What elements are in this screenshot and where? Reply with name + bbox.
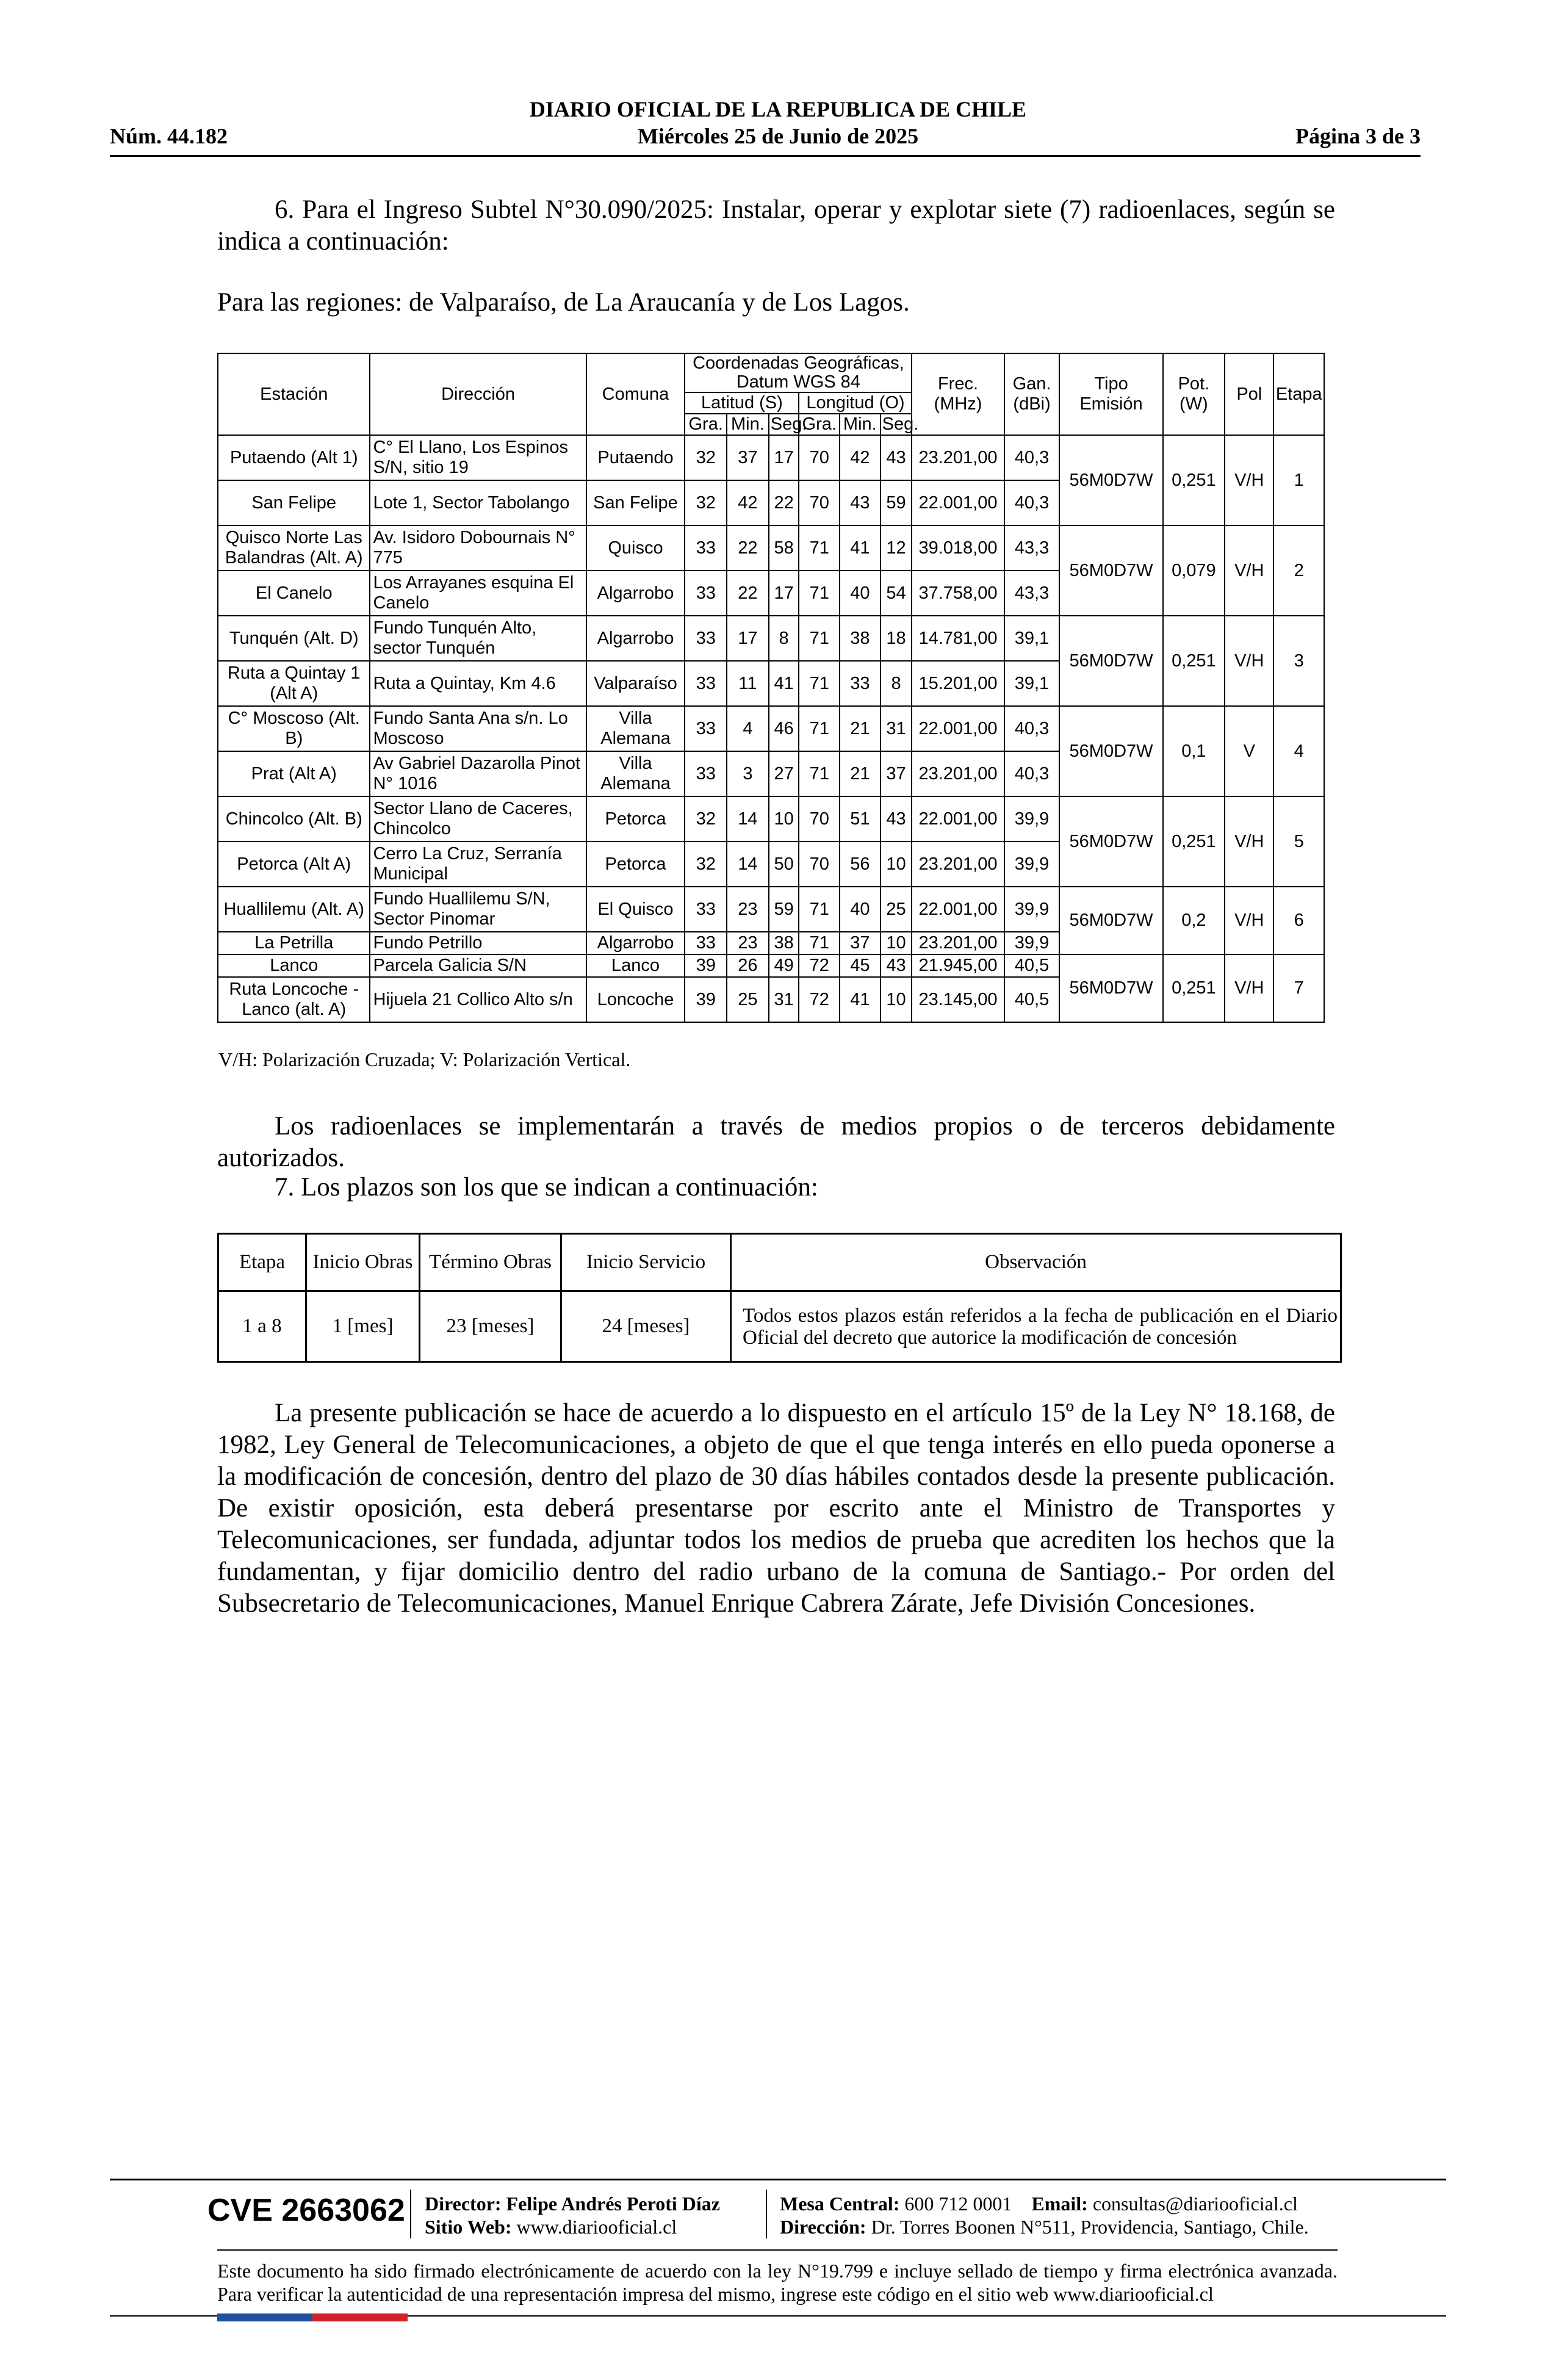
cell-gan: 40,5 (1004, 954, 1060, 977)
cell-etapa: 7 (1273, 954, 1324, 1022)
cell-direccion: Ruta a Quintay, Km 4.6 (370, 661, 586, 706)
cell-potencia: 0,251 (1163, 796, 1225, 887)
cell-potencia: 0,079 (1163, 525, 1225, 616)
header-rule (110, 155, 1421, 157)
cell-lat-gra: 32 (685, 480, 727, 525)
cell-lon-min: 41 (840, 977, 881, 1022)
col-header-pot: Pot. (W) (1163, 353, 1225, 435)
cell-frec: 23.201,00 (912, 435, 1004, 480)
cell-lon-min: 51 (840, 796, 881, 842)
cell-comuna: Petorca (586, 842, 685, 887)
deadlines-cell-observacion: Todos estos plazos están referidos a la fecha de publicación en el Diario Oficial del decreto que autorice la modificación de concesión (731, 1291, 1341, 1362)
cell-tipo-emision: 56M0D7W (1059, 706, 1162, 796)
col-header-longitud: Longitud (O) (799, 392, 912, 414)
cell-tipo-emision: 56M0D7W (1059, 525, 1162, 616)
cell-lon-seg: 25 (881, 887, 912, 932)
table-row (218, 435, 1324, 480)
cell-lat-seg: 27 (769, 751, 799, 796)
cell-lon-seg: 54 (881, 571, 912, 616)
cell-polarizacion: V/H (1225, 525, 1273, 616)
cell-lat-seg: 17 (769, 571, 799, 616)
cell-lon-seg: 43 (881, 435, 912, 480)
cell-polarizacion: V/H (1225, 954, 1273, 1022)
cell-gan: 39,9 (1004, 842, 1060, 887)
cell-lon-seg: 43 (881, 954, 912, 977)
deadlines-cell-termino-obras: 23 [meses] (420, 1291, 561, 1362)
chile-flag-stripe (217, 2313, 408, 2321)
cell-lat-gra: 33 (685, 616, 727, 661)
issue-number: Núm. 44.182 (110, 124, 228, 148)
footer-contact-block (780, 2192, 1309, 2238)
cell-lat-min: 14 (727, 796, 769, 842)
cell-lon-min: 40 (840, 887, 881, 932)
cell-gan: 40,3 (1004, 480, 1060, 525)
cell-lat-gra: 33 (685, 525, 727, 571)
cell-estacion: Ruta Loncoche - Lanco (alt. A) (218, 977, 370, 1022)
footer-rule-top (110, 2179, 1446, 2180)
cell-direccion: Cerro La Cruz, Serranía Municipal (370, 842, 586, 887)
cell-direccion: Fundo Tunquén Alto, sector Tunquén (370, 616, 586, 661)
cell-frec: 22.001,00 (912, 887, 1004, 932)
cell-estacion: Prat (Alt A) (218, 751, 370, 796)
radioenlaces-paragraph: Los radioenlaces se implementarán a través de medios propios o de terceros debidamente autorizados. (217, 1112, 1335, 1172)
table-row (218, 616, 1324, 661)
cell-comuna: Lanco (586, 954, 685, 977)
cell-comuna: Algarrobo (586, 571, 685, 616)
cell-frec: 14.781,00 (912, 616, 1004, 661)
cell-lon-gra: 71 (799, 706, 840, 751)
radiolinks-table (217, 353, 1325, 1023)
cell-lon-min: 45 (840, 954, 881, 977)
cell-lat-seg: 49 (769, 954, 799, 977)
mesa-phone: 600 712 0001 (904, 2193, 1012, 2215)
cell-gan: 39,1 (1004, 616, 1060, 661)
cell-lon-gra: 71 (799, 571, 840, 616)
col-header-frec: Frec. (MHz) (912, 353, 1004, 435)
col-header-lat-seg: Seg. (769, 414, 799, 435)
cell-gan: 43,3 (1004, 571, 1060, 616)
cell-lat-seg: 50 (769, 842, 799, 887)
table-row (218, 954, 1324, 977)
deadlines-table (217, 1233, 1342, 1363)
cell-lon-seg: 37 (881, 751, 912, 796)
cell-lat-gra: 33 (685, 661, 727, 706)
col-header-lon-min: Min. (840, 414, 881, 435)
cell-lon-gra: 70 (799, 435, 840, 480)
cell-polarizacion: V/H (1225, 435, 1273, 525)
footer-legal-notice: Este documento ha sido firmado electrónicamente de acuerdo con la ley N°19.799 e incluye sellado de tiempo y firma electrónica avanzada. Para verificar la autenticidad de una representación impresa del mismo, ingrese este código en el sitio web www.diariooficial.cl (217, 2260, 1338, 2305)
cell-direccion: Sector Llano de Caceres, Chincolco (370, 796, 586, 842)
cell-lat-seg: 10 (769, 796, 799, 842)
website-link[interactable]: www.diariooficial.cl (516, 2216, 677, 2238)
cell-lon-min: 33 (840, 661, 881, 706)
cell-lon-min: 40 (840, 571, 881, 616)
cell-frec: 22.001,00 (912, 480, 1004, 525)
cell-estacion: San Felipe (218, 480, 370, 525)
cell-lat-gra: 33 (685, 887, 727, 932)
cell-direccion: Hijuela 21 Collico Alto s/n (370, 977, 586, 1022)
page-indicator: Página 3 de 3 (1295, 124, 1421, 148)
cell-direccion: Fundo Petrillo (370, 932, 586, 954)
deadlines-cell-inicio-servicio: 24 [meses] (561, 1291, 731, 1362)
cell-gan: 39,9 (1004, 932, 1060, 954)
cell-lat-min: 23 (727, 932, 769, 954)
section-7-intro: 7. Los plazos son los que se indican a continuación: (275, 1173, 818, 1202)
cell-direccion: Av. Isidoro Dobournais N° 775 (370, 525, 586, 571)
cell-direccion: Lote 1, Sector Tabolango (370, 480, 586, 525)
cell-lon-gra: 70 (799, 796, 840, 842)
cell-polarizacion: V (1225, 706, 1273, 796)
cell-gan: 39,9 (1004, 796, 1060, 842)
cell-comuna: Algarrobo (586, 932, 685, 954)
cell-polarizacion: V/H (1225, 616, 1273, 706)
address-label: Dirección: (780, 2216, 866, 2238)
cell-comuna: Petorca (586, 796, 685, 842)
cell-lon-gra: 71 (799, 616, 840, 661)
table-row (218, 706, 1324, 751)
cell-lat-gra: 33 (685, 706, 727, 751)
website-label: Sitio Web: (425, 2216, 512, 2238)
deadlines-header-etapa: Etapa (218, 1234, 306, 1291)
cve-code: CVE 2663062 (207, 2193, 405, 2228)
cell-etapa: 3 (1273, 616, 1324, 706)
col-header-estacion: Estación (218, 353, 370, 435)
col-header-direccion: Dirección (370, 353, 586, 435)
cell-estacion: Chincolco (Alt. B) (218, 796, 370, 842)
cell-lon-min: 38 (840, 616, 881, 661)
deadlines-header-inicio-obras: Inicio Obras (306, 1234, 420, 1291)
cell-estacion: C° Moscoso (Alt. B) (218, 706, 370, 751)
cell-estacion: Tunquén (Alt. D) (218, 616, 370, 661)
cell-lat-seg: 31 (769, 977, 799, 1022)
cell-gan: 39,9 (1004, 887, 1060, 932)
footer-separator (766, 2190, 767, 2238)
cell-direccion: C° El Llano, Los Espinos S/N, sitio 19 (370, 435, 586, 480)
cell-lon-gra: 71 (799, 887, 840, 932)
cell-lat-seg: 22 (769, 480, 799, 525)
cell-lon-gra: 71 (799, 525, 840, 571)
table-row (218, 525, 1324, 571)
col-header-comuna: Comuna (586, 353, 685, 435)
cell-comuna: San Felipe (586, 480, 685, 525)
col-header-etapa: Etapa (1273, 353, 1324, 435)
cell-lat-gra: 39 (685, 954, 727, 977)
section-6-intro: 6. Para el Ingreso Subtel N°30.090/2025: Instalar, operar y explotar siete (7) radioenlaces, según se indica a continuación: (217, 195, 1335, 256)
cell-tipo-emision: 56M0D7W (1059, 616, 1162, 706)
cell-lat-min: 22 (727, 525, 769, 571)
flag-red-segment (312, 2313, 408, 2321)
cell-lon-min: 41 (840, 525, 881, 571)
deadlines-cell-inicio-obras: 1 [mes] (306, 1291, 420, 1362)
cell-lat-min: 25 (727, 977, 769, 1022)
cell-lat-seg: 38 (769, 932, 799, 954)
cell-lat-min: 11 (727, 661, 769, 706)
cell-direccion: Parcela Galicia S/N (370, 954, 586, 977)
mesa-label: Mesa Central: (780, 2193, 900, 2215)
publication-paragraph: La presente publicación se hace de acuerdo a lo dispuesto en el artículo 15º de la Ley N° 18.168, de 1982, Ley General de Telecomunicaciones, a objeto de que el que tenga interés en ello pueda oponerse a la modificación de concesión, dentro del plazo de 30 días hábiles contados desde la presente publicación. De existir oposición, esta deberá presentarse por escrito ante el Ministro de Transportes y Telecomunicaciones, ser fundada, adjuntar todos los medios de prueba que acrediten los hechos que la fundamentan, y fijar domicilio dentro del radio urbano de la comuna de Santiago.- Por orden del Subsecretario de Telecomunicaciones, Manuel Enrique Cabrera Zárate, Jefe División Concesiones. (217, 1399, 1335, 1618)
cell-lon-gra: 72 (799, 954, 840, 977)
cell-direccion: Fundo Huallilemu S/N, Sector Pinomar (370, 887, 586, 932)
cell-lon-min: 42 (840, 435, 881, 480)
cell-potencia: 0,251 (1163, 616, 1225, 706)
cell-etapa: 5 (1273, 796, 1324, 887)
cell-estacion: Ruta a Quintay 1 (Alt A) (218, 661, 370, 706)
col-header-tipo: Tipo Emisión (1059, 353, 1162, 435)
cell-lon-gra: 70 (799, 842, 840, 887)
cell-lon-gra: 72 (799, 977, 840, 1022)
deadlines-cell-etapa: 1 a 8 (218, 1291, 306, 1362)
cell-direccion: Av Gabriel Dazarolla Pinot N° 1016 (370, 751, 586, 796)
cell-lat-min: 22 (727, 571, 769, 616)
cell-lat-seg: 8 (769, 616, 799, 661)
cell-comuna: Villa Alemana (586, 751, 685, 796)
cell-lat-gra: 32 (685, 842, 727, 887)
cell-lat-gra: 33 (685, 571, 727, 616)
cell-lat-min: 37 (727, 435, 769, 480)
polarization-note: V/H: Polarización Cruzada; V: Polarización Vertical. (218, 1048, 631, 1070)
email-label: Email: (1031, 2193, 1088, 2215)
newspaper-title: DIARIO OFICIAL DE LA REPUBLICA DE CHILE (529, 97, 1027, 121)
cell-lat-seg: 46 (769, 706, 799, 751)
cell-lat-min: 17 (727, 616, 769, 661)
cell-lon-seg: 10 (881, 977, 912, 1022)
deadlines-header-observacion: Observación (731, 1234, 1341, 1291)
cell-lon-min: 21 (840, 751, 881, 796)
cell-etapa: 1 (1273, 435, 1324, 525)
cell-estacion: Lanco (218, 954, 370, 977)
cell-frec: 23.201,00 (912, 751, 1004, 796)
cell-lon-gra: 71 (799, 661, 840, 706)
cell-direccion: Fundo Santa Ana s/n. Lo Moscoso (370, 706, 586, 751)
cell-gan: 39,1 (1004, 661, 1060, 706)
cell-lon-seg: 10 (881, 842, 912, 887)
cell-lon-seg: 10 (881, 932, 912, 954)
col-header-latitud: Latitud (S) (685, 392, 799, 414)
col-header-lon-gra: Gra. (799, 414, 840, 435)
cell-gan: 40,3 (1004, 706, 1060, 751)
cell-lat-gra: 39 (685, 977, 727, 1022)
cell-lat-gra: 33 (685, 751, 727, 796)
cell-lat-min: 26 (727, 954, 769, 977)
cell-estacion: Huallilemu (Alt. A) (218, 887, 370, 932)
cell-lat-seg: 59 (769, 887, 799, 932)
cell-frec: 22.001,00 (912, 796, 1004, 842)
cell-comuna: Putaendo (586, 435, 685, 480)
cell-comuna: Villa Alemana (586, 706, 685, 751)
cell-comuna: Valparaíso (586, 661, 685, 706)
cell-comuna: El Quisco (586, 887, 685, 932)
cell-lon-seg: 18 (881, 616, 912, 661)
address-value: Dr. Torres Boonen N°511, Providencia, Santiago, Chile. (871, 2216, 1309, 2238)
cell-lon-min: 21 (840, 706, 881, 751)
cell-etapa: 6 (1273, 887, 1324, 954)
cell-polarizacion: V/H (1225, 796, 1273, 887)
director-label: Director: (425, 2193, 502, 2215)
cell-estacion: Putaendo (Alt 1) (218, 435, 370, 480)
cell-lat-seg: 58 (769, 525, 799, 571)
cell-lon-seg: 59 (881, 480, 912, 525)
col-header-coords: Coordenadas Geográficas, Datum WGS 84 (685, 353, 912, 392)
cell-direccion: Los Arrayanes esquina El Canelo (370, 571, 586, 616)
cell-potencia: 0,251 (1163, 435, 1225, 525)
cell-lat-min: 3 (727, 751, 769, 796)
cell-frec: 23.201,00 (912, 932, 1004, 954)
director-name: Felipe Andrés Peroti Díaz (506, 2193, 720, 2215)
issue-date: Miércoles 25 de Junio de 2025 (637, 124, 919, 148)
cell-lon-min: 37 (840, 932, 881, 954)
cell-polarizacion: V/H (1225, 887, 1273, 954)
cell-tipo-emision: 56M0D7W (1059, 954, 1162, 1022)
cell-lon-gra: 70 (799, 480, 840, 525)
col-header-lat-min: Min. (727, 414, 769, 435)
cell-lat-min: 42 (727, 480, 769, 525)
cell-gan: 43,3 (1004, 525, 1060, 571)
cell-lat-seg: 41 (769, 661, 799, 706)
footer-rule-middle (217, 2249, 1338, 2251)
cell-lon-seg: 12 (881, 525, 912, 571)
cell-lat-gra: 33 (685, 932, 727, 954)
footer-separator (410, 2190, 411, 2238)
cell-frec: 23.201,00 (912, 842, 1004, 887)
deadlines-header-termino-obras: Término Obras (420, 1234, 561, 1291)
table-row (218, 887, 1324, 932)
deadlines-header-inicio-servicio: Inicio Servicio (561, 1234, 731, 1291)
cell-frec: 23.145,00 (912, 977, 1004, 1022)
cell-lon-min: 43 (840, 480, 881, 525)
radiolinks-table-body (218, 435, 1324, 1022)
email-link[interactable]: consultas@diariooficial.cl (1092, 2193, 1298, 2215)
cell-frec: 15.201,00 (912, 661, 1004, 706)
cell-potencia: 0,251 (1163, 954, 1225, 1022)
cell-frec: 21.945,00 (912, 954, 1004, 977)
cell-lat-seg: 17 (769, 435, 799, 480)
cell-lat-min: 23 (727, 887, 769, 932)
cell-lat-gra: 32 (685, 796, 727, 842)
table-row (218, 796, 1324, 842)
cell-etapa: 4 (1273, 706, 1324, 796)
cell-tipo-emision: 56M0D7W (1059, 796, 1162, 887)
cell-lat-gra: 32 (685, 435, 727, 480)
cell-potencia: 0,2 (1163, 887, 1225, 954)
cell-comuna: Algarrobo (586, 616, 685, 661)
col-header-gan: Gan. (dBi) (1004, 353, 1060, 435)
regions-line: Para las regiones: de Valparaíso, de La Araucanía y de Los Lagos. (217, 288, 910, 317)
cell-etapa: 2 (1273, 525, 1324, 616)
col-header-pol: Pol (1225, 353, 1273, 435)
cell-estacion: Petorca (Alt A) (218, 842, 370, 887)
cell-tipo-emision: 56M0D7W (1059, 435, 1162, 525)
cell-estacion: Quisco Norte Las Balandras (Alt. A) (218, 525, 370, 571)
flag-blue-segment (217, 2313, 312, 2321)
col-header-lon-seg: Seg. (881, 414, 912, 435)
cell-frec: 37.758,00 (912, 571, 1004, 616)
cell-gan: 40,3 (1004, 435, 1060, 480)
cell-lon-seg: 31 (881, 706, 912, 751)
cell-comuna: Loncoche (586, 977, 685, 1022)
cell-lon-seg: 8 (881, 661, 912, 706)
cell-comuna: Quisco (586, 525, 685, 571)
footer-director-block (425, 2192, 720, 2238)
col-header-lat-gra: Gra. (685, 414, 727, 435)
cell-lat-min: 14 (727, 842, 769, 887)
cell-lon-seg: 43 (881, 796, 912, 842)
cell-estacion: El Canelo (218, 571, 370, 616)
cell-gan: 40,3 (1004, 751, 1060, 796)
cell-potencia: 0,1 (1163, 706, 1225, 796)
cell-lon-gra: 71 (799, 751, 840, 796)
cell-lon-min: 56 (840, 842, 881, 887)
cell-frec: 22.001,00 (912, 706, 1004, 751)
cell-tipo-emision: 56M0D7W (1059, 887, 1162, 954)
cell-lon-gra: 71 (799, 932, 840, 954)
cell-estacion: La Petrilla (218, 932, 370, 954)
cell-gan: 40,5 (1004, 977, 1060, 1022)
cell-lat-min: 4 (727, 706, 769, 751)
cell-frec: 39.018,00 (912, 525, 1004, 571)
